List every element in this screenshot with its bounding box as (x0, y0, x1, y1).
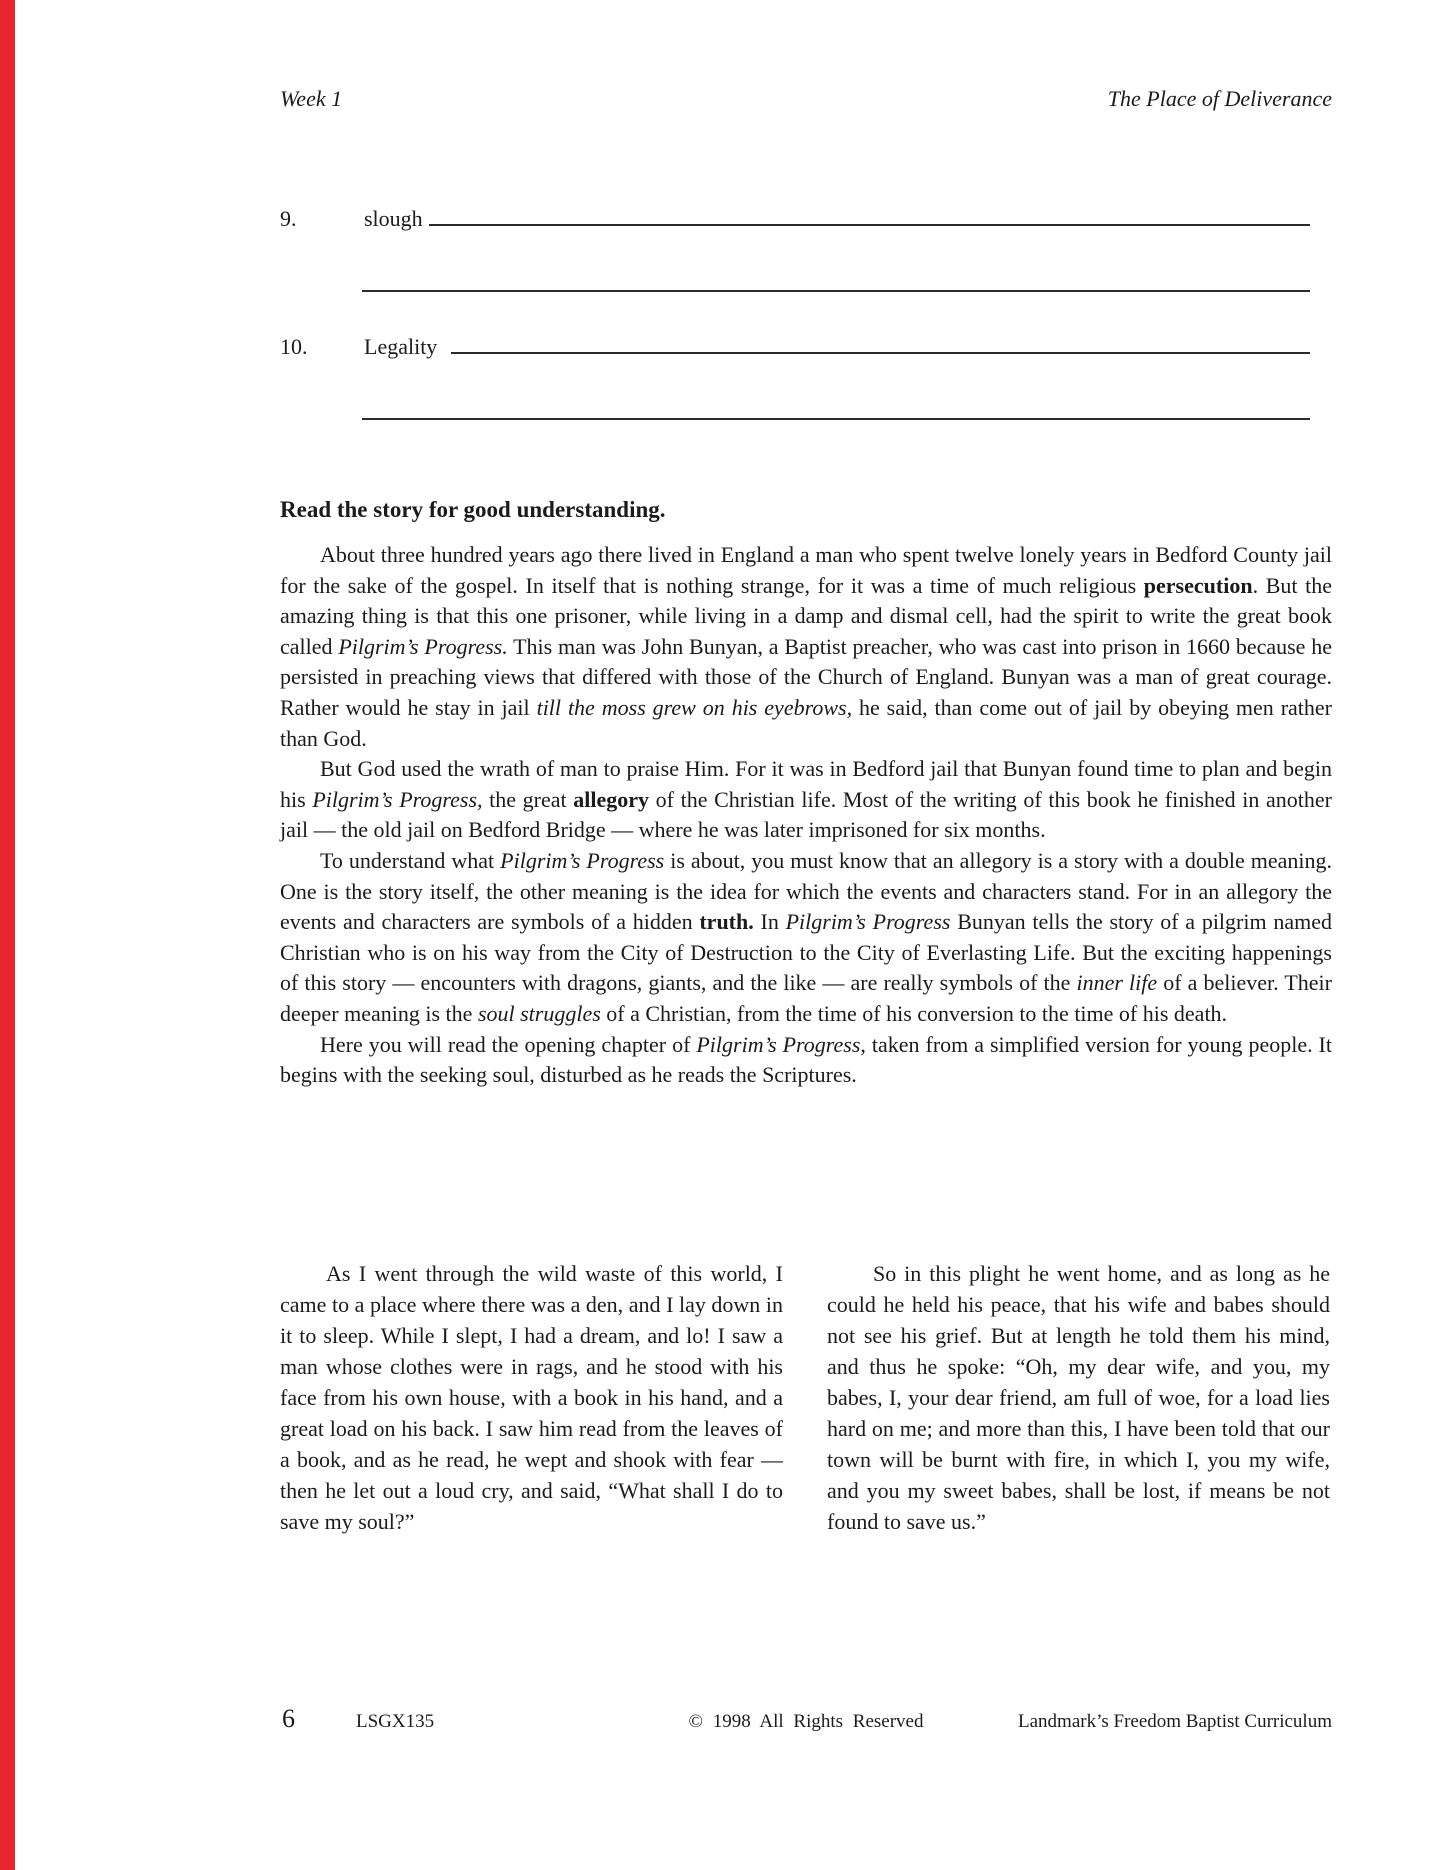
header-week-label: Week 1 (280, 86, 343, 111)
answer-blank (429, 198, 1310, 226)
page-footer (280, 1704, 1332, 1752)
red-edge-stripe (0, 0, 15, 1870)
item-label: slough (364, 206, 423, 231)
story-paragraph: But God used the wrath of man to praise Him. For it was in Bedford jail that Bunyan found time to plan and begin his Pilgrim’s Progress, the great allegory of the Christian life. Most of the writing of this book he finished in another jail — the old jail on Bedford Bridge — where he was later imprisoned for six months. (280, 756, 1332, 843)
curriculum-code: LSGX135 (356, 1711, 435, 1732)
publisher-name: Landmark’s Freedom Baptist Curriculum (1018, 1711, 1332, 1732)
answer-blank (362, 288, 1310, 292)
excerpt-columns (280, 1258, 1330, 1537)
story-text (280, 540, 1332, 1091)
vocab-item-10 (280, 326, 1332, 363)
story-paragraph: Here you will read the opening chapter of Pilgrim’s Progress, taken from a simplified version for young people. It begins with the seeking soul, disturbed as he reads the Scriptures. (280, 1031, 1332, 1088)
excerpt-paragraph: So in this plight he went home, and as long as he could he held his peace, that his wife and babes should not see his grief. But at length he told them his mind, and thus he spoke: “Oh, my dear wife, and you, my babes, I, your dear friend, am full of woe, for a load lies hard on me; and more than this, I have been told that our town will be burnt with fire, in which I, you my wife, and you my sweet babes, shall be lost, if means be not found to save us.” (827, 1261, 1330, 1534)
excerpt-paragraph: As I went through the wild waste of this world, I came to a place where there was a den, and I lay down in it to sleep. While I slept, I had a dream, and lo! I saw a man whose clothes were in rags, and he stood with his face from his own house, with a book in his hand, and a great load on his back. I saw him read from the leaves of a book, and as he read, he wept and shook with fear — then he let out a loud cry, and said, “What shall I do to save my soul?” (280, 1261, 783, 1534)
vocab-item-9 (280, 198, 1332, 235)
answer-blank (451, 326, 1310, 354)
section-heading: Read the story for good understanding. (280, 497, 666, 522)
header-lesson-title: The Place of Deliverance (1107, 86, 1332, 111)
story-paragraph: To understand what Pilgrim’s Progress is about, you must know that an allegory is a story with a double meaning. One is the story itself, the other meaning is the idea for which the events and characters stand. For in an allegory the events and characters are symbols of a hidden truth. In Pilgrim’s Progress Bunyan tells the story of a pilgrim named Christian who is on his way from the City of Destruction to the City of Everlasting Life. But the exciting happenings of this story — encounters with dragons, giants, and the like — are really symbols of the inner life of a believer. Their deeper meaning is the soul struggles of a Christian, from the time of his conversion to the time of his death. (280, 847, 1332, 1026)
copyright-notice: © 1998 All Rights Reserved (688, 1711, 924, 1732)
item-number: 10. (280, 334, 308, 359)
item-number: 9. (280, 206, 297, 231)
answer-blank (362, 416, 1310, 420)
story-paragraph: About three hundred years ago there lived in England a man who spent twelve lonely years in Bedford County jail for the sake of the gospel. In itself that is nothing strange, for it was a time of much religious persecution. But the amazing thing is that this one prisoner, while living in a damp and dismal cell, had the spirit to write the great book called Pilgrim’s Progress. This man was John Bunyan, a Baptist preacher, who was cast into prison in 1660 because he persisted in preaching views that differed with those of the Church of England. Bunyan was a man of great courage. Rather would he stay in jail till the moss grew on his eyebrows, he said, than come out of jail by obeying men rather than God. (280, 542, 1333, 751)
item-label: Legality (364, 334, 438, 359)
excerpt-column-right (827, 1258, 1330, 1537)
excerpt-column-left (280, 1258, 783, 1537)
page-number: 6 (282, 1704, 295, 1733)
page-header (280, 86, 1332, 112)
